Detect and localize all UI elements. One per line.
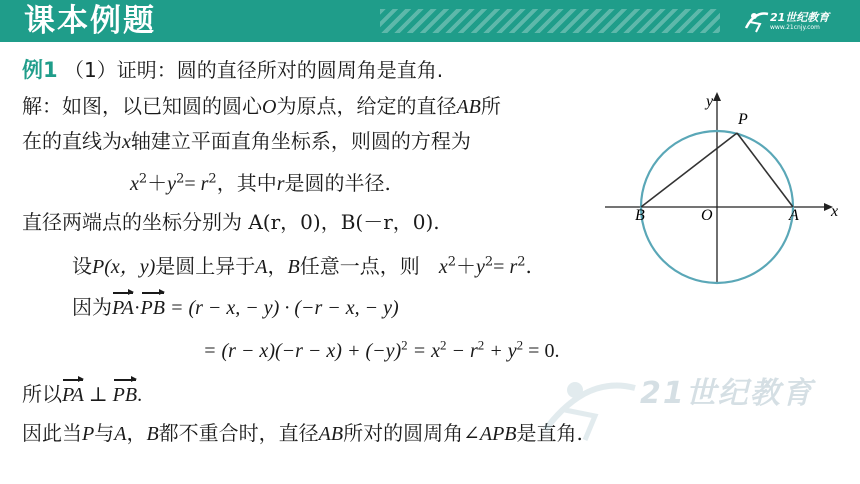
- text: 任意一点，则: [299, 254, 420, 278]
- exp: 2: [516, 337, 524, 353]
- solution-line-3: [130, 170, 391, 197]
- exp: 2: [447, 254, 456, 270]
- plus: ＋: [147, 171, 168, 195]
- point-P-label: P: [738, 111, 748, 128]
- text: 是圆的半径.: [284, 171, 391, 195]
- example-title: （1）证明：圆的直径所对的圆周角是直角.: [63, 58, 444, 82]
- exp: 2: [208, 171, 217, 187]
- vector-PA: PA: [62, 384, 84, 406]
- text: .: [525, 254, 532, 278]
- exp: 2: [401, 337, 408, 353]
- vector-PB: PB: [140, 297, 165, 319]
- math-r: r: [276, 173, 285, 195]
- origin-O-label: O: [701, 207, 713, 224]
- math-A: A: [114, 423, 127, 445]
- text: 所以: [22, 382, 62, 406]
- math-expr: − r: [446, 340, 478, 362]
- math-P: P: [82, 423, 95, 445]
- example-title-line: [22, 57, 443, 83]
- text: 直径两端点的坐标分别为 A(r，0)，B(－r，0).: [22, 210, 440, 234]
- eq: =: [184, 173, 201, 195]
- math-r: r: [200, 173, 209, 195]
- x-label: x: [831, 203, 839, 220]
- text: 为原点，给定的直径: [276, 94, 457, 118]
- text: 与: [94, 421, 115, 445]
- point-A-label: A: [789, 207, 799, 224]
- math-B: B: [287, 256, 300, 278]
- circle-diagram: [605, 88, 845, 288]
- solution-line-8: [22, 381, 142, 408]
- solution-line-6: [72, 294, 399, 321]
- text: 所对的圆周角∠: [343, 421, 480, 445]
- text: ，其中: [216, 171, 277, 195]
- solution-line-7: [203, 337, 559, 364]
- math-expr: = (r − x, − y) · (−r − x, − y): [164, 297, 399, 319]
- text: 都不重合时，直径: [158, 421, 319, 445]
- example-label: 例1: [22, 58, 58, 82]
- text: 是直角.: [516, 421, 583, 445]
- text: 因为: [72, 295, 112, 319]
- dot: ·: [133, 297, 141, 319]
- text: ，: [126, 421, 147, 445]
- text: 在的直线为: [22, 129, 122, 153]
- vector-PA: PA: [112, 297, 134, 319]
- math-AB: AB: [456, 96, 481, 118]
- watermark-text: 21世纪教育: [640, 376, 814, 411]
- math-y: y: [475, 256, 485, 278]
- solution-line-1: [22, 93, 501, 120]
- exp: 2: [477, 337, 485, 353]
- y-axis-arrow-icon: [713, 92, 721, 101]
- text: .: [137, 384, 143, 406]
- math-O: O: [262, 96, 277, 118]
- math-r: r: [509, 256, 518, 278]
- exp: 2: [517, 254, 526, 270]
- plus: ＋: [455, 254, 476, 278]
- page-title: 课本例题: [24, 3, 156, 39]
- text: 因此当: [22, 421, 82, 445]
- solution-line-2: [22, 128, 471, 155]
- math-expr: = (r − x)(−r − x) + (−y): [203, 340, 402, 362]
- vector-PB: PB: [112, 384, 138, 406]
- logo-url: www.21cnjy.com: [770, 24, 820, 31]
- math-expr: = 0.: [523, 340, 560, 362]
- solution-line-5: [72, 253, 532, 280]
- text: 是圆上异于: [155, 254, 256, 278]
- perp: ⊥: [83, 384, 113, 406]
- header-stripes: [380, 9, 720, 33]
- text: 解：如图，以已知圆的圆心: [22, 94, 262, 118]
- math-expr: + y: [484, 340, 517, 362]
- eq: =: [493, 256, 510, 278]
- point-B-label: B: [635, 207, 645, 224]
- exp: 2: [440, 337, 447, 353]
- math-A: A: [255, 256, 268, 278]
- solution-line-4: [22, 209, 440, 235]
- exp: 2: [484, 254, 494, 270]
- exp: 2: [176, 171, 185, 187]
- math-B: B: [146, 423, 159, 445]
- math-AB: AB: [318, 423, 344, 445]
- math-x: x: [122, 131, 131, 153]
- math-x: x: [130, 173, 139, 195]
- math-expr: = x: [407, 340, 441, 362]
- math-x: x: [438, 256, 448, 278]
- text: 所: [480, 94, 501, 118]
- text: ，: [267, 254, 288, 278]
- math-APB: APB: [479, 423, 517, 445]
- logo-text: 21世纪教育: [770, 11, 830, 24]
- exp: 2: [138, 171, 148, 187]
- math-P: P(x，y): [92, 256, 156, 278]
- text: 设: [72, 254, 92, 278]
- solution-line-9: [22, 420, 583, 447]
- y-label: y: [706, 93, 714, 110]
- text: 轴建立平面直角坐标系，则圆的方程为: [130, 129, 471, 153]
- math-y: y: [167, 173, 177, 195]
- chord-PB: [641, 133, 737, 207]
